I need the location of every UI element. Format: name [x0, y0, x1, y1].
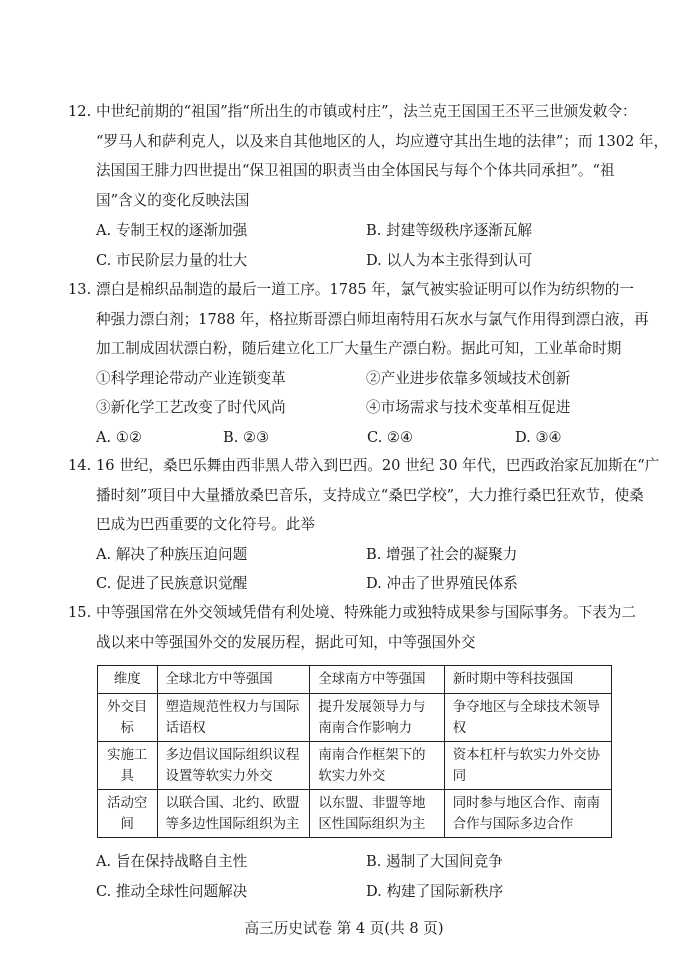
table-cell: 提升发展领导力与南南合作影响力 [310, 694, 444, 742]
q15-number: 15. [68, 604, 92, 621]
q12-stem-4: 国”含义的变化反映法国 [96, 191, 250, 209]
q15-line-1 [68, 598, 636, 628]
question-13 [68, 275, 649, 453]
table-cell: 塑造规范性权力与国际话语权 [157, 694, 310, 742]
q15-stem-1: 中等强国常在外交领域凭借有利处境、特殊能力或独特成果参与国际事务。下表为二 [96, 604, 636, 621]
q12-stem-3: 法国国王腓力四世提出“保卫祖国的职责当由全体国民与每个个体共同承担”。“祖 [96, 162, 615, 180]
q15-option-c[interactable]: C. 推动全球性问题解决 [96, 882, 248, 900]
table-header: 全球北方中等强国 [157, 666, 310, 694]
q15-stem-2: 战以来中等强国外交的发展历程，据此可知，中等强国外交 [96, 633, 476, 651]
q12-options [96, 216, 612, 275]
q15-table [97, 665, 612, 838]
q12-line-1 [68, 97, 637, 127]
table-cell: 同时参与地区合作、南南合作与国际多边合作 [444, 790, 611, 838]
q13-statement-4: ④市场需求与技术变革相互促进 [366, 399, 571, 417]
table-row [98, 790, 612, 838]
q13-stem-2: 种强力漂白剂；1788 年，格拉斯哥漂白师坦南特用石灰水与氯气作用得到漂白液，再 [96, 310, 649, 328]
question-15-options-block [96, 847, 612, 906]
table-cell: 活动空间 [98, 790, 158, 838]
q13-option-c[interactable]: C. ②④ [367, 428, 414, 446]
q12-option-b[interactable]: B. 封建等级秩序逐渐瓦解 [366, 222, 532, 240]
table-cell: 资本杠杆与软实力外交协同 [444, 742, 611, 790]
q13-stem-3: 加工制成固状漂白粉，随后建立化工厂大量生产漂白粉。据此可知，工业革命时期 [96, 340, 622, 358]
q12-option-d[interactable]: D. 以人为本主张得到认可 [366, 251, 533, 269]
table-cell: 南南合作框架下的软实力外交 [310, 742, 444, 790]
q12-number: 12. [68, 103, 92, 120]
table-cell: 以联合国、北约、欧盟等多边性国际组织为主 [157, 790, 310, 838]
q14-stem-3: 巴成为巴西重要的文化符号。此举 [96, 516, 315, 534]
q14-option-a[interactable]: A. 解决了种族压迫问题 [96, 545, 248, 563]
q15-options [96, 847, 612, 906]
table-cell: 实施工具 [98, 742, 158, 790]
q15-option-b[interactable]: B. 遏制了大国间竞争 [366, 853, 503, 870]
table-cell: 外交目标 [98, 694, 158, 742]
q13-option-a[interactable]: A. ①② [96, 428, 142, 446]
q14-line-1 [68, 451, 660, 481]
q15-option-a[interactable]: A. 旨在保持战略自主性 [96, 853, 248, 870]
q12-option-a[interactable]: A. 专制王权的逐渐加强 [96, 222, 248, 240]
q14-stem-2: 播时刻”项目中大量播放桑巴音乐，支持成立“桑巴学校”，大力推行桑巴狂欢节，使桑 [96, 486, 644, 504]
q12-option-c[interactable]: C. 市民阶层力量的壮大 [96, 251, 248, 269]
table-cell: 多边倡议国际组织议程设置等软实力外交 [157, 742, 310, 790]
q15-option-d[interactable]: D. 构建了国际新秩序 [366, 882, 504, 900]
question-15 [68, 598, 636, 657]
question-14 [68, 451, 660, 599]
q13-option-b[interactable]: B. ②③ [223, 428, 270, 446]
q13-option-d[interactable]: D. ③④ [515, 428, 562, 446]
q14-option-b[interactable]: B. 增强了社会的凝聚力 [366, 545, 518, 563]
q14-options [96, 540, 612, 599]
page-footer: 高三历史试卷 第 4 页(共 8 页) [244, 920, 444, 937]
q12-stem-2: “罗马人和萨利克人，以及来自其他地区的人，均应遵守其出生地的法律”；而 1302 年， [96, 132, 669, 150]
question-12 [68, 97, 669, 276]
table-row [98, 694, 612, 742]
table-header: 全球南方中等强国 [310, 666, 444, 694]
q13-statement-1: ①科学理论带动产业连锁变革 [96, 369, 286, 387]
table-header: 维度 [98, 666, 158, 694]
q13-number: 13. [68, 281, 92, 298]
table-cell: 以东盟、非盟等地区性国际组织为主 [310, 790, 444, 838]
q13-statements [96, 364, 612, 423]
q14-number: 14. [68, 457, 92, 474]
q13-statement-3: ③新化学工艺改变了时代风尚 [96, 399, 286, 417]
q14-option-d[interactable]: D. 冲击了世界殖民体系 [366, 575, 518, 593]
q14-option-c[interactable]: C. 促进了民族意识觉醒 [96, 575, 248, 593]
q12-stem-1: 中世纪前期的“祖国”指“所出生的市镇或村庄”，法兰克王国国王丕平三世颁发敕令： [96, 103, 637, 120]
q13-line-1 [68, 275, 634, 305]
q13-statement-2: ②产业进步依靠多领域技术创新 [366, 369, 571, 387]
table-row [98, 742, 612, 790]
table-header-row [98, 666, 612, 694]
table-cell: 争夺地区与全球技术领导权 [444, 694, 611, 742]
q13-stem-1: 漂白是棉织品制造的最后一道工序。1785 年，氯气被实验证明可以作为纺织物的一 [96, 281, 634, 298]
table-header: 新时期中等科技强国 [444, 666, 611, 694]
q13-options [96, 423, 612, 453]
q14-stem-1: 16 世纪，桑巴乐舞由西非黑人带入到巴西。20 世纪 30 年代，巴西政治家瓦加斯在“广 [96, 457, 660, 474]
